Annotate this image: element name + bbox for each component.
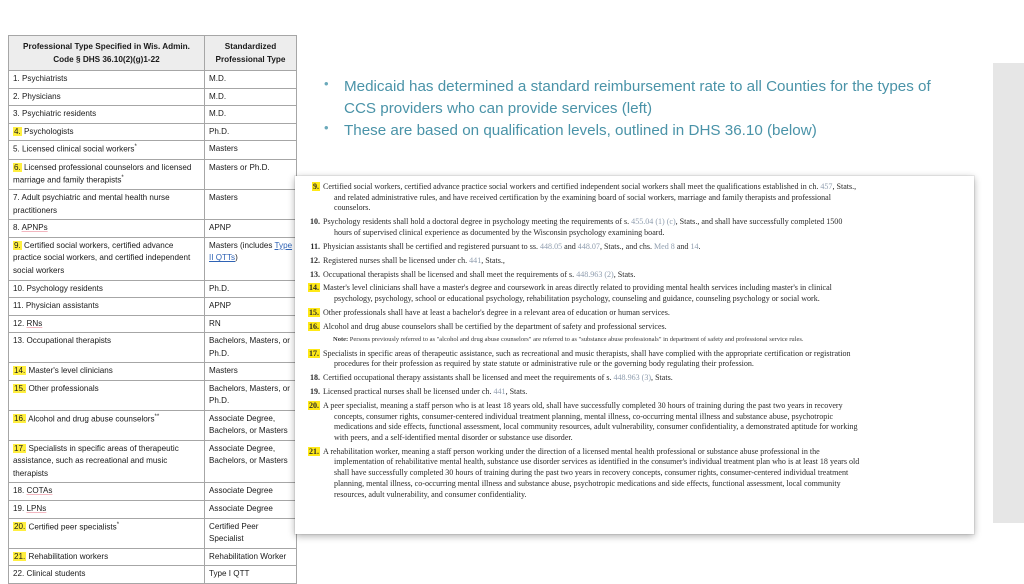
document-item-row [303, 283, 964, 304]
document-item-text: Certified social workers, certified advance practice social workers and certified independent social workers shall meet the qualifications established in ch. 457, Stats., and related administrative rules, and have received certification by the examining board of social workers, marriage and family therapists and professional counselors. [323, 182, 857, 213]
document-item-row [303, 242, 964, 253]
table-row [9, 106, 297, 124]
document-item [303, 217, 964, 238]
document-item [303, 447, 964, 500]
column-header-professional-type: Professional Type Specified in Wis. Admin. Code § DHS 36.10(2)(g)1-22 [9, 36, 205, 71]
document-item [303, 349, 964, 370]
cell-professional-type: 6. Licensed professional counselors and licensed marriage and family therapists* [9, 159, 205, 190]
document-item-row [303, 322, 964, 333]
cell-professional-type: 4. Psychologists [9, 123, 205, 141]
document-item-row [303, 217, 964, 238]
document-item-row [303, 182, 964, 214]
document-item [303, 182, 964, 214]
cell-standardized-type: Type I QTT [205, 566, 297, 584]
table-row [9, 363, 297, 381]
cell-professional-type: 13. Occupational therapists [9, 333, 205, 363]
professional-type-table [8, 35, 297, 584]
document-item [303, 270, 964, 281]
document-item-text: Alcohol and drug abuse counselors shall be certified by the department of safety and professional services. [323, 321, 667, 331]
table-row [9, 141, 297, 159]
table-row [9, 159, 297, 190]
table-row [9, 280, 297, 298]
cell-standardized-type: APNP [205, 220, 297, 238]
cell-professional-type: 14. Master's level clinicians [9, 363, 205, 381]
cell-standardized-type: Masters [205, 363, 297, 381]
cell-standardized-type: Associate Degree, Bachelors, or Masters [205, 440, 297, 483]
document-item [303, 283, 964, 304]
cell-standardized-type: Associate Degree, Bachelors, or Masters [205, 410, 297, 440]
cell-standardized-type: APNP [205, 298, 297, 316]
document-item-row [303, 256, 964, 267]
cell-professional-type: 12. RNs [9, 315, 205, 333]
cell-professional-type: 10. Psychology residents [9, 280, 205, 298]
document-item [303, 322, 964, 345]
document-item [303, 242, 964, 253]
document-item-number: 13. [309, 269, 320, 279]
document-item-row [303, 387, 964, 398]
document-item-row [303, 447, 964, 500]
table-row [9, 518, 297, 548]
table-row [9, 548, 297, 566]
document-item-text: A peer specialist, meaning a staff person who is at least 18 years old, shall have successfully completed 30 hours of training during the past two years in recovery concepts, consumer rights, consumer-centered individual treatment planning, mental illness, co-occurring mental illness and substance abuse, psychotropic medications and side effects, functional assessment, local community resources, adult vulnerability, consumer confidentiality, a demonstrated aptitude for working with peers, and a self-identified mental disorder or substance use disorder. [323, 400, 858, 442]
table-row [9, 440, 297, 483]
document-item [303, 387, 964, 398]
document-item [303, 401, 964, 444]
table-row [9, 333, 297, 363]
bullet-list [318, 76, 958, 142]
table-row [9, 380, 297, 410]
table-row [9, 566, 297, 584]
document-item-row [303, 349, 964, 370]
cell-standardized-type: Ph.D. [205, 123, 297, 141]
cell-standardized-type: Certified Peer Specialist [205, 518, 297, 548]
cell-standardized-type: Associate Degree [205, 500, 297, 518]
document-item-text: Psychology residents shall hold a doctoral degree in psychology meeting the requirements of s. 455.04 (1) (c), Stats., and shall have successfully completed 1500 hours of supervised clinical experience as documented by the Wisconsin psychology examining board. [323, 217, 843, 237]
cell-professional-type: 9. Certified social workers, certified advance practice social workers, and certified independent social workers [9, 237, 205, 280]
document-item-number: 19. [309, 386, 320, 396]
cell-professional-type: 18. COTAs [9, 483, 205, 501]
table-header-row [9, 36, 297, 71]
document-item-row [303, 308, 964, 319]
document-item-text: Certified occupational therapy assistants shall be licensed and meet the requirements of s. 448.963 (3), Stats. [323, 373, 673, 383]
cell-standardized-type: Masters [205, 190, 297, 220]
document-item-text: A rehabilitation worker, meaning a staff person working under the direction of a licensed mental health professional or substance abuse professional in the implementation of rehabilitative mental health, substance use disorder services as identified in the consumer's individual treatment plan who is at least 18 years old shall have successfully completed 30 hours of training during the past two years in recovery concepts, consumer rights, consumer-centered individual treatment planning, mental illness, co-occurring mental illness and substance abuse, psychotropic medications and side effects, functional assessment, local community resources, adult vulnerability, and consumer confidentiality. [323, 446, 860, 499]
cell-standardized-type: Rehabilitation Worker [205, 548, 297, 566]
document-item-text: Master's level clinicians shall have a master's degree and coursework in areas directly related to providing mental health services including master's in clinical psychology, psychology, school or educational psychology, rehabilitation psychology, counseling and guidance, counseling psychology or social work. [323, 283, 832, 304]
cell-standardized-type: M.D. [205, 88, 297, 106]
document-item-number: 14. [308, 283, 319, 293]
cell-professional-type: 11. Physician assistants [9, 298, 205, 316]
document-item-note: Note: Persons previously referred to as "alcohol and drug abuse counselors" are referred to as "substance abuse professionals" in department of safety and professional service rules. [333, 335, 804, 343]
cell-professional-type: 2. Physicians [9, 88, 205, 106]
document-item-number: 20. [308, 400, 319, 410]
type-ii-qtts-link[interactable]: Type II QTTs [209, 240, 293, 263]
cell-professional-type: 7. Adult psychiatric and mental health nurse practitioners [9, 190, 205, 220]
document-item-text: Specialists in specific areas of therapeutic assistance, such as recreational and music therapists, shall have complied with the appropriate certification or registration procedures for their profession as required by state statute or administrative rule or the governing body regulating their profession. [323, 348, 851, 369]
cell-professional-type: 5. Licensed clinical social workers* [9, 141, 205, 159]
cell-professional-type: 3. Psychiatric residents [9, 106, 205, 124]
cell-standardized-type: Bachelors, Masters, or Ph.D. [205, 333, 297, 363]
cell-professional-type: 17. Specialists in specific areas of therapeutic assistance, such as recreational and music therapists [9, 440, 205, 483]
document-item-number: 16. [308, 321, 319, 331]
table-row [9, 220, 297, 238]
document-item-number: 15. [308, 308, 319, 317]
document-item [303, 373, 964, 384]
cell-professional-type: 20. Certified peer specialists* [9, 518, 205, 548]
bullet-list-container [318, 76, 958, 143]
cell-standardized-type: M.D. [205, 71, 297, 89]
table-header [9, 36, 297, 71]
cell-standardized-type: Masters [205, 141, 297, 159]
cell-standardized-type: Masters or Ph.D. [205, 159, 297, 190]
document-item-number: 21. [308, 446, 319, 456]
document-item-text: Physician assistants shall be certified and registered pursuant to ss. 448.05 and 448.07, Stats., and chs. Med 8 and 14. [323, 241, 701, 251]
bullet-item: • These are based on qualification levels, outlined in DHS 36.10 (below) [318, 120, 958, 142]
bullet-item: • Medicaid has determined a standard reimbursement rate to all Counties for the types of CCS providers who can provide services (left) [318, 76, 958, 119]
table-row [9, 237, 297, 280]
document-item-number: 18. [309, 373, 320, 383]
table-row [9, 123, 297, 141]
dhs-rule-document-panel [295, 176, 974, 534]
cell-professional-type: 8. APNPs [9, 220, 205, 238]
cell-standardized-type: Ph.D. [205, 280, 297, 298]
column-header-standardized-type: Standardized Professional Type [205, 36, 297, 71]
cell-standardized-type: Bachelors, Masters, or Ph.D. [205, 380, 297, 410]
table-row [9, 88, 297, 106]
professional-type-table-container [8, 35, 296, 584]
document-item-number: 11. [310, 241, 320, 251]
table-row [9, 483, 297, 501]
cell-professional-type: 19. LPNs [9, 500, 205, 518]
cell-professional-type: 21. Rehabilitation workers [9, 548, 205, 566]
document-item-row [303, 401, 964, 444]
cell-professional-type: 22. Clinical students [9, 566, 205, 584]
document-content [295, 176, 974, 507]
document-item-text: Registered nurses shall be licensed under ch. 441, Stats., [323, 255, 505, 265]
document-item [303, 308, 964, 319]
document-item [303, 256, 964, 267]
document-item-number: 12. [309, 255, 320, 265]
table-row [9, 410, 297, 440]
document-item-number: 10. [309, 217, 320, 227]
table-row [9, 190, 297, 220]
document-item-text: Licensed practical nurses shall be licensed under ch. 441, Stats. [323, 386, 528, 396]
cell-standardized-type: RN [205, 315, 297, 333]
document-item-text: Other professionals shall have at least a bachelor's degree in a relevant area of education or human services. [323, 308, 670, 317]
document-item-number: 17. [308, 348, 319, 358]
cell-professional-type: 15. Other professionals [9, 380, 205, 410]
cell-standardized-type[interactable]: Masters (includes Type II QTTs) [205, 237, 297, 280]
table-row [9, 500, 297, 518]
document-item-row [303, 373, 964, 384]
table-row [9, 71, 297, 89]
cell-professional-type: 16. Alcohol and drug abuse counselors** [9, 410, 205, 440]
document-item-row [303, 270, 964, 281]
document-item-number: 9. [312, 182, 319, 191]
table-row [9, 298, 297, 316]
cell-professional-type: 1. Psychiatrists [9, 71, 205, 89]
cell-standardized-type: Associate Degree [205, 483, 297, 501]
decorative-gray-panel [993, 63, 1024, 523]
table-row [9, 315, 297, 333]
cell-standardized-type: M.D. [205, 106, 297, 124]
document-item-text: Occupational therapists shall be licensed and shall meet the requirements of s. 448.963 (2), Stats. [323, 269, 636, 279]
table-body [9, 71, 297, 583]
